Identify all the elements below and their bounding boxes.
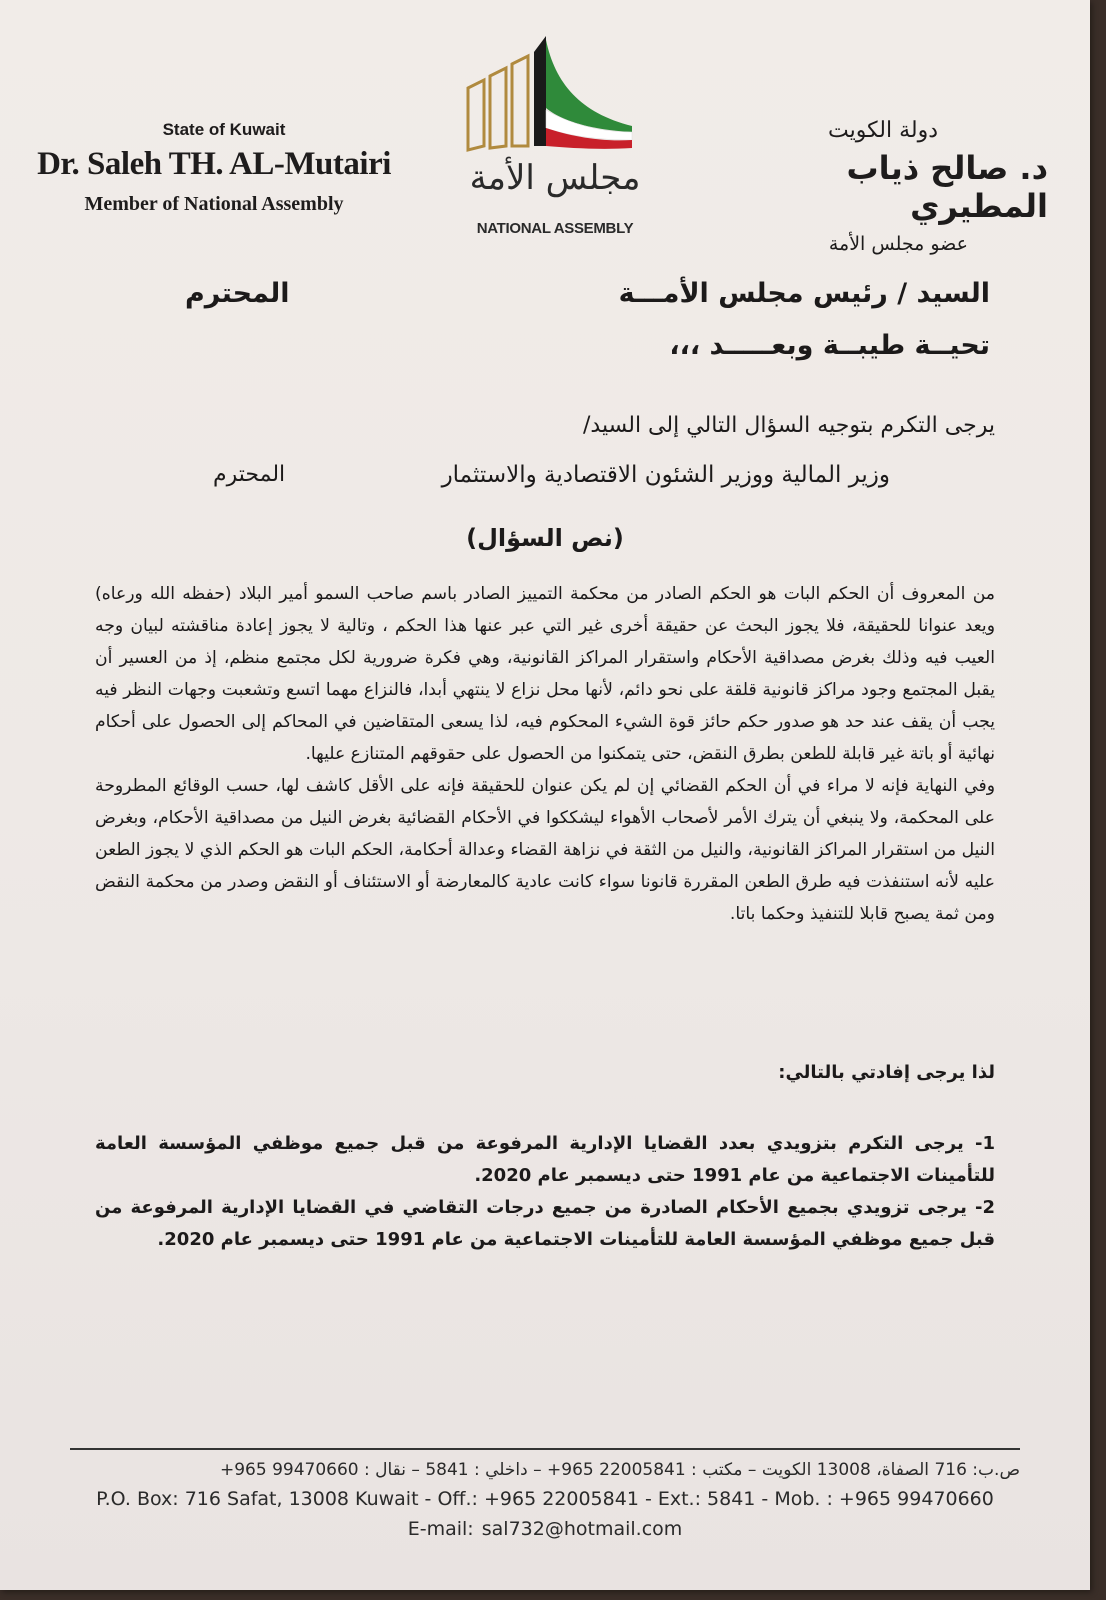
email-address[interactable]: sal732@hotmail.com (481, 1518, 683, 1540)
member-title-en: Member of National Assembly (84, 193, 344, 215)
national-assembly-logo (460, 28, 650, 248)
paragraph-1: من المعروف أن الحكم البات هو الحكم الصادر من محكمة التمييز الصادر باسم صاحب السمو أمير البلاد (حفظه الله ورعاه) ويعد عنوانا للحقيقة، فلا يجوز البحث عن حقيقة أخرى غير التي عبر عنها هذا الحكم ، وتالية لا يجوز إعادة مناقشته لبيان وجه العيب فيه وذلك بغرض مصداقية الأحكام واستقرار المراكز القانونية، وهي فكرة ضرورية لكل مجتمع منظم، إذ من العسير أن يقبل المجتمع وجود مراكز قانونية قلقة على نحو دائم، لأنها محل نزاع لا ينتهي أبدا، فالنزاع مهما اتسع وتشعبت وجهات النظر فيه يجب أن يقف عند حد هو صدور حكم حائز قوة الشيء المحكوم فيه، لذا يسعى المتقاضين في المحاكم إلى الحصول على أحكام نهائية أو باتة غير قابلة للطعن بطرق النقض، حتى يتمكنوا من الحصول على حقوقهم المتنازع عليها. (95, 584, 995, 764)
request-item-2: 2- يرجى تزويدي بجميع الأحكام الصادرة من جميع درجات التقاضي في القضايا الإدارية المرفوعة من قبل جميع موظفي المؤسسة العامة للتأمينات الاجتماعية من عام 1991 حتى ديسمبر عام 2020. (95, 1197, 995, 1250)
assembly-title-ar: مجلس الأمة (469, 158, 641, 198)
member-name-ar: د. صالح ذياب المطيري (846, 149, 1048, 225)
request-line: يرجى التكرم بتوجيه السؤال التالي إلى السيد/ (583, 413, 995, 438)
footer-address-ar: ص.ب: 716 الصفاة، 13008 الكويت – مكتب : 22005841 965+ – داخلي : 5841 – نقال : 99470660 965+ (219, 1460, 1020, 1480)
minister-title: وزير المالية ووزير الشئون الاقتصادية والاستثمار (441, 462, 890, 488)
greeting: تحيــة طيبــة وبعـــــد ،،، (669, 330, 990, 361)
footer-divider (70, 1448, 1020, 1450)
question-body (95, 578, 995, 930)
header-arabic (718, 118, 1048, 255)
email-label: E-mail: (407, 1518, 474, 1540)
state-label-ar: دولة الكويت (828, 118, 938, 143)
member-name-en: Dr. Saleh TH. AL-Mutairi (37, 146, 391, 182)
question-title: (نص السؤال) (466, 524, 624, 552)
request-item-1: 1- يرجى التكرم بتزويدي بعدد القضايا الإدارية المرفوعة من قبل جميع موظفي المؤسسة العامة للتأمينات الاجتماعية من عام 1991 حتى ديسمبر عام 2020. (95, 1133, 995, 1186)
assembly-title-en: NATIONAL ASSEMBLY (476, 220, 634, 237)
footer-email (0, 1518, 1090, 1540)
addressee: السيد / رئيس مجلس الأمـــة (618, 278, 990, 309)
assembly-emblem-icon (460, 28, 650, 158)
paragraph-2: وفي النهاية فإنه لا مراء في أن الحكم القضائي إن لم يكن عنوان للحقيقة فإنه على الأقل كاشف لها، حسب الوقائع المطروحة على المحكمة، ولا ينبغي أن يترك الأمر لأصحاب الأهواء ليشككوا في الأحكام القضائية بغرض النيل من مصداقية الأحكام، وبغرض النيل من استقرار المراكز القانونية، والنيل من الثقة في نزاهة القضاء وعدالة أحكامة، الحكم البات هو الحكم الذي لا يجوز الطعن عليه لأنه استنفذت فيه طرق الطعن المقررة قانونا سواء كانت عادية كالمعارضة أو الاستئناف أو النقض وصدر من محكمة النقض ومن ثمة يصبح قابلا للتنفيذ وحكما باتا. (95, 776, 995, 924)
request-lead: لذا يرجى إفادتي بالتالي: (778, 1062, 995, 1083)
header-english (24, 120, 404, 216)
minister-honorific: المحترم (213, 462, 286, 487)
state-label-en: State of Kuwait (162, 120, 286, 139)
footer-address-en: P.O. Box: 716 Safat, 13008 Kuwait - Off.: +965 22005841 - Ext.: 5841 - Mob. : +965 99470660 (96, 1488, 994, 1510)
request-items (95, 1128, 995, 1256)
member-title-ar: عضو مجلس الأمة (828, 233, 968, 255)
addressee-honorific: المحترم (185, 278, 290, 309)
